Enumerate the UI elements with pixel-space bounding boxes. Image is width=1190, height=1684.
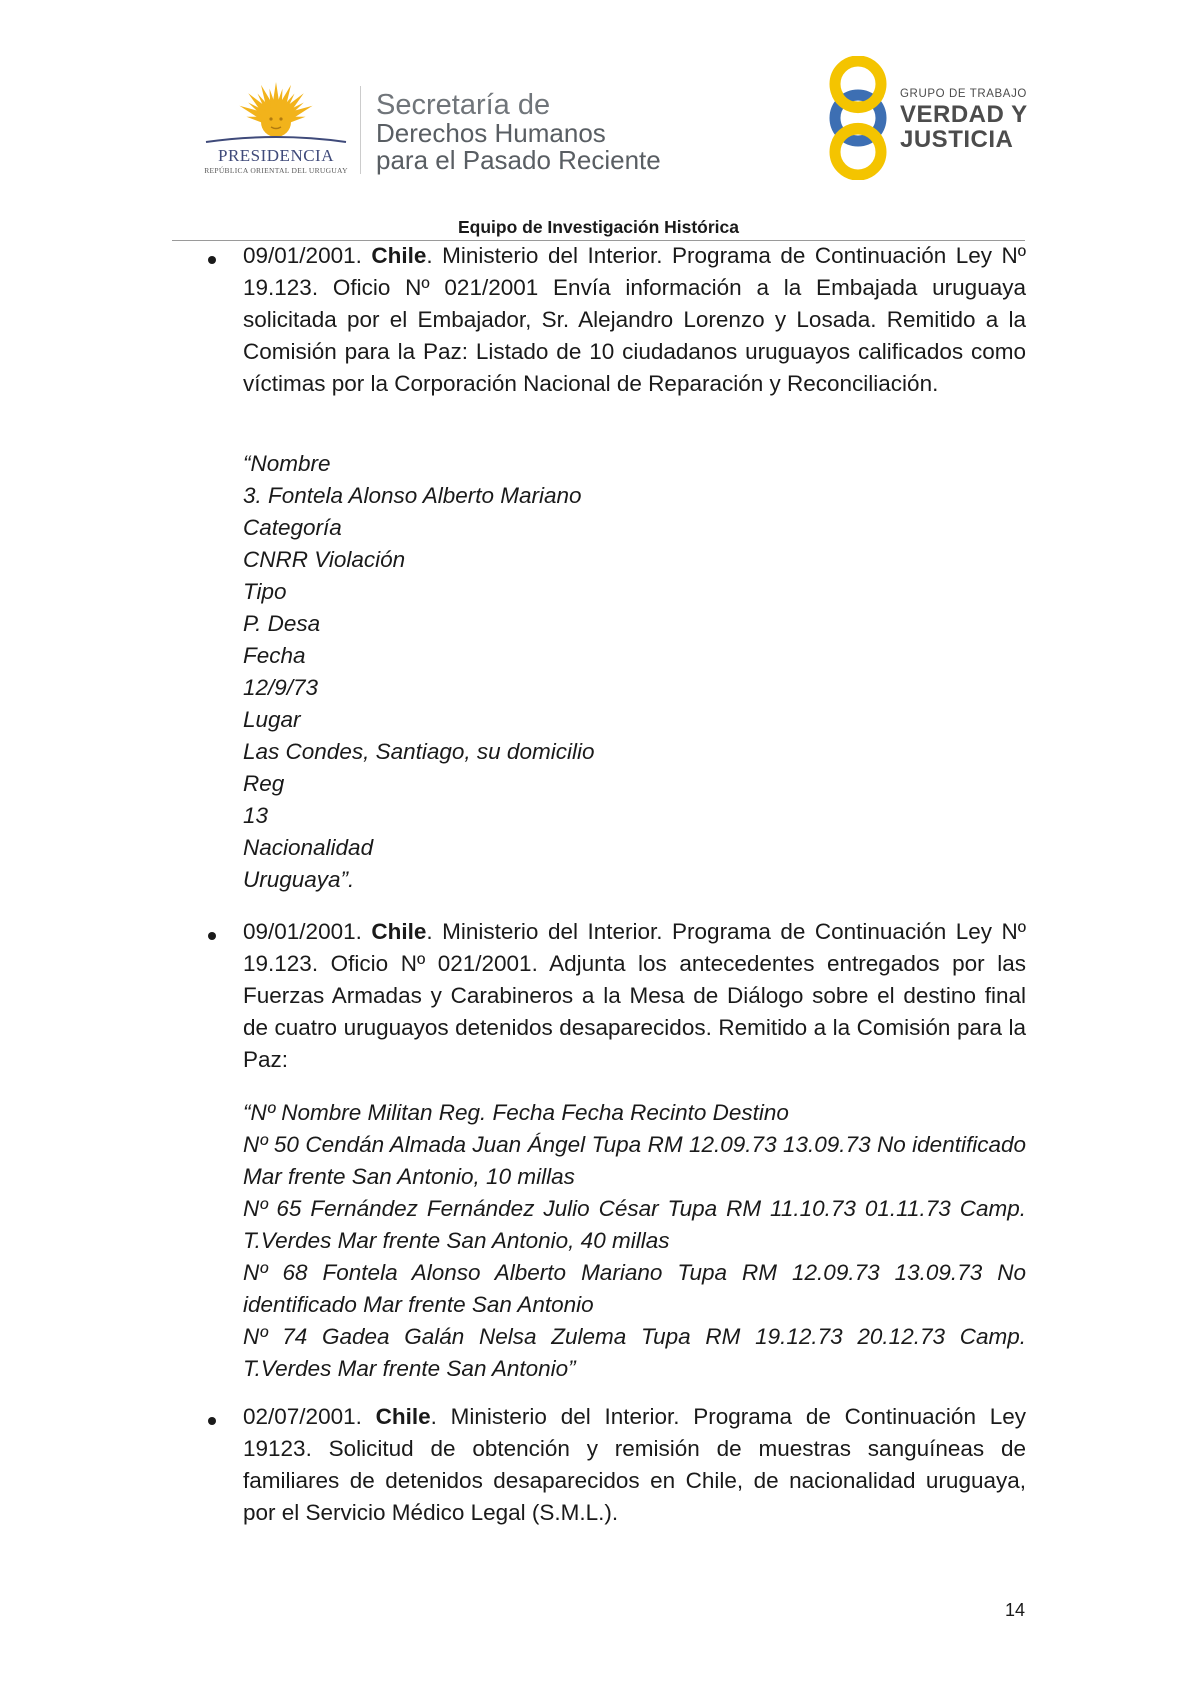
quote-line: Uruguaya”. [243, 867, 355, 892]
secretaria-line2: Derechos Humanos [376, 118, 606, 148]
entry-country: Chile [375, 1404, 431, 1429]
grupo-trabajo-label: GRUPO DE TRABAJO [900, 88, 1027, 100]
sun-emblem-icon [196, 80, 356, 150]
quote-row: Nº 74 Gadea Galán Nelsa Zulema Tupa RM 19.12.73 20.12.73 Camp. T.Verdes Mar frente San Antonio” [243, 1324, 1026, 1381]
verdad-justicia-logo [820, 56, 1030, 176]
entry-2-paragraph [243, 916, 1026, 1076]
page-number: 14 [1005, 1600, 1026, 1620]
quote-line: Reg [243, 771, 285, 796]
linked-rings-icon [820, 56, 896, 180]
entry-3-paragraph [243, 1401, 1026, 1529]
entry-text: . Ministerio del Interior. Programa de Continuación Ley 19123. Solicitud de obtención y remisión de muestras sanguíneas de familiares de detenidos desaparecidos en Chile, de nacionalidad uruguaya, por el Servicio Médico Legal (S.M.L.). [243, 1404, 1026, 1525]
quote-line: Categoría [243, 515, 342, 540]
entry-date: 09/01/2001. [243, 919, 362, 944]
quote-line: P. Desa [243, 611, 321, 636]
entry-text: . Ministerio del Interior. Programa de Continuación Ley Nº 19.123. Oficio Nº 021/2001. Adjunta los antecedentes entregados por las Fuerzas Armadas y Carabineros a la Mesa de Diálogo sobre el destino final de cuatro uruguayos detenidos desaparecidos. Remitido a la Comisión para la Paz: [243, 919, 1026, 1072]
quote-row: Nº 65 Fernández Fernández Julio César Tupa RM 11.10.73 01.11.73 Camp. T.Verdes Mar frente San Antonio, 40 millas [243, 1196, 1026, 1253]
entry-text: . Ministerio del Interior. Programa de Continuación Ley Nº 19.123. Oficio Nº 021/2001 Envía información a la Embajada uruguaya solicitada por el Embajador, Sr. Alejandro Lorenzo y Losada. Remitido a la Comisión para la Paz: Listado de 10 ciudadanos uruguayos calificados como víctimas por la Corporación Nacional de Reparación y Reconciliación. [243, 243, 1026, 396]
justicia-label: JUSTICIA [900, 126, 1014, 153]
presidencia-subtitle: REPÚBLICA ORIENTAL DEL URUGUAY [204, 166, 348, 175]
quote-line: “Nombre [243, 451, 331, 476]
secretaria-line1: Secretaría de [376, 89, 551, 121]
quote-line: Lugar [243, 707, 301, 732]
quote-row: Nº 68 Fontela Alonso Alberto Mariano Tupa RM 12.09.73 13.09.73 No identificado Mar frente San Antonio [243, 1260, 1026, 1317]
quote-line: Fecha [243, 643, 306, 668]
entry-1-paragraph [243, 240, 1026, 400]
quote-header: “Nº Nombre Militan Reg. Fecha Fecha Recinto Destino [243, 1100, 789, 1125]
secretaria-line3: para el Pasado Reciente [376, 145, 661, 175]
presidencia-logo [196, 80, 356, 180]
entry-1-quote [243, 448, 1026, 896]
quote-line: CNRR Violación [243, 547, 406, 572]
quote-line: Tipo [243, 579, 287, 604]
bullet-icon [208, 256, 218, 266]
quote-row: Nº 50 Cendán Almada Juan Ángel Tupa RM 12.09.73 13.09.73 No identificado Mar frente San Antonio, 10 millas [243, 1132, 1026, 1189]
entry-2-quote [243, 1097, 1026, 1385]
entry-country: Chile [371, 919, 427, 944]
quote-line: Nacionalidad [243, 835, 374, 860]
quote-line: Las Condes, Santiago, su domicilio [243, 739, 595, 764]
page-header [0, 0, 1190, 240]
bullet-icon [208, 1417, 218, 1427]
logo-divider [360, 86, 361, 174]
entry-country: Chile [371, 243, 427, 268]
entry-date: 02/07/2001. [243, 1404, 362, 1429]
secretaria-logo [376, 90, 661, 174]
quote-line: 13 [243, 803, 269, 828]
bullet-icon [208, 932, 218, 942]
page-subheading: Equipo de Investigación Histórica [457, 217, 740, 237]
quote-line: 12/9/73 [243, 675, 319, 700]
verdad-label: VERDAD Y [900, 101, 1028, 128]
quote-line: 3. Fontela Alonso Alberto Mariano [243, 483, 582, 508]
entry-date: 09/01/2001. [243, 243, 362, 268]
presidencia-title: PRESIDENCIA [217, 146, 334, 165]
